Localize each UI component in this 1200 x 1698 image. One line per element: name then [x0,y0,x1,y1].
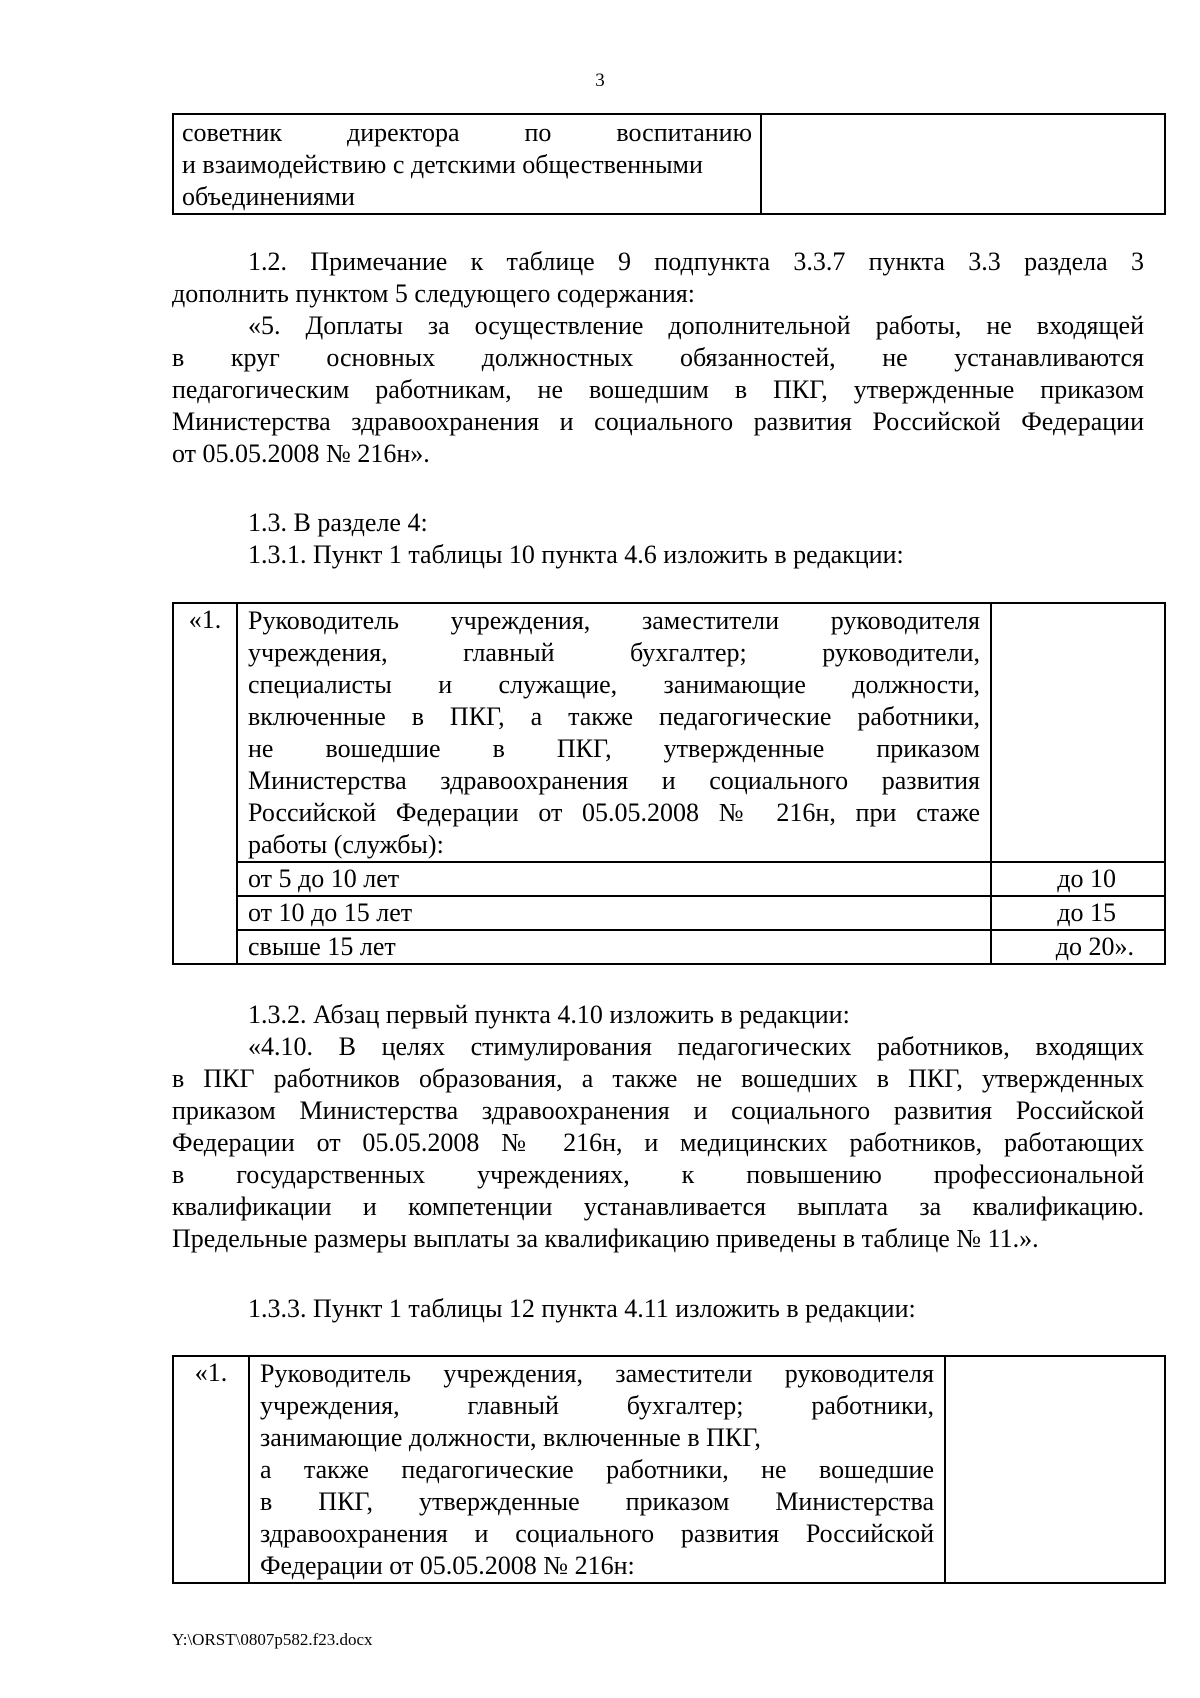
table-10-desc-line: включенные в ПКГ, а также педагогические работники, [248,702,980,731]
paragraph-line: Федерации от 05.05.2008 № 216н, и медицинских работников, работающих [172,1128,1144,1157]
paragraph-line: в круг основных должностных обязанностей, не устанавливаются [172,343,1144,372]
table-10-row-value: до 15 [991,896,1165,930]
paragraph-line: Предельные размеры выплаты за квалификацию приведены в таблице № 11.». [172,1224,1039,1253]
paragraph-line: приказом Министерства здравоохранения и социального развития Российской [172,1096,1144,1125]
subsection-heading: 1.3.2. Абзац первый пункта 4.10 изложить в редакции: [248,1000,850,1029]
paragraph-line: от 05.05.2008 № 216н». [172,439,430,468]
table-10-desc-line: не вошедшие в ПКГ, утвержденные приказом [248,734,980,763]
table-top-right-cell [761,114,1165,214]
table-10-row-label: от 5 до 10 лет [237,862,991,896]
table-10-row-label: свыше 15 лет [237,930,991,964]
table-top-line: объединениями [182,182,355,211]
footer-file-path: Y:\ORST\0807p582.f23.docx [172,1630,373,1649]
table-row [173,896,1165,930]
table-10-num: «1. [173,603,237,964]
paragraph-line: в государственных учреждениях, к повышению профессиональной [172,1160,1144,1189]
paragraph-line: «4.10. В целях стимулирования педагогических работников, входящих [248,1032,1144,1061]
paragraph-line: квалификации и компетенции устанавливается выплата за квалификацию. [172,1192,1144,1221]
table-10-desc-line: Руководитель учреждения, заместители руководителя [248,606,980,635]
table-10-desc-line: специалисты и служащие, занимающие должности, [248,670,980,699]
paragraph-1-3 [172,507,1144,571]
table-10-desc-line: учреждения, главный бухгалтер; руководители, [248,638,980,667]
section-heading: 1.3. В разделе 4: [248,508,428,537]
paragraph-1-3-2 [172,999,1144,1255]
table-12-desc-line: Руководитель учреждения, заместители руководителя [260,1359,934,1388]
paragraph-1-2 [172,246,1144,470]
page-number: 3 [595,70,605,91]
table-10-value-empty [991,603,1165,862]
table-10 [172,602,1166,965]
paragraph-line: в ПКГ работников образования, а также не вошедших в ПКГ, утвержденных [172,1064,1144,1093]
table-12-desc-line: занимающие должности, включенные в ПКГ, [260,1423,761,1452]
table-12-desc-line: здравоохранения и социального развития Российской [260,1519,934,1548]
paragraph-line: педагогическим работникам, не вошедшим в ПКГ, утвержденные приказом [172,375,1144,404]
table-10-row-value: до 20». [991,930,1165,964]
table-12-desc-line: учреждения, главный бухгалтер; работники, [260,1391,934,1420]
table-top-line: и взаимодействию с детскими общественными [182,150,703,179]
table-12-value-empty [945,1356,1165,1583]
table-12 [172,1355,1166,1584]
table-12-desc-line: Федерации от 05.05.2008 № 216н: [260,1551,635,1580]
paragraph-line: «5. Доплаты за осуществление дополнительной работы, не входящей [248,311,1144,340]
table-12-desc-line: в ПКГ, утвержденные приказом Министерства [260,1487,934,1516]
table-top-line: советник директора по воспитанию [182,118,752,147]
paragraph-line: дополнить пунктом 5 следующего содержания: [172,279,695,308]
table-12-num: «1. [173,1356,249,1583]
table-10-row-label: от 10 до 15 лет [237,896,991,930]
subsection-heading: 1.3.3. Пункт 1 таблицы 12 пункта 4.11 изложить в редакции: [248,1294,916,1323]
table-row [173,862,1165,896]
table-12-desc-line: а также педагогические работники, не вошедшие [260,1455,934,1484]
table-10-desc-line: Российской Федерации от 05.05.2008 № 216н, при стаже [248,798,980,827]
table-top-fragment [172,113,1166,215]
subsection-heading: 1.3.1. Пункт 1 таблицы 10 пункта 4.6 изложить в редакции: [248,540,904,569]
table-10-desc-line: работы (службы): [248,830,444,859]
table-10-row-value: до 10 [991,862,1165,896]
paragraph-line: Министерства здравоохранения и социального развития Российской Федерации [172,407,1144,436]
table-10-desc-line: Министерства здравоохранения и социального развития [248,766,980,795]
paragraph-line: 1.2. Примечание к таблице 9 подпункта 3.3.7 пункта 3.3 раздела 3 [248,247,1144,276]
table-row [173,930,1165,964]
paragraph-1-3-3 [172,1293,1144,1325]
